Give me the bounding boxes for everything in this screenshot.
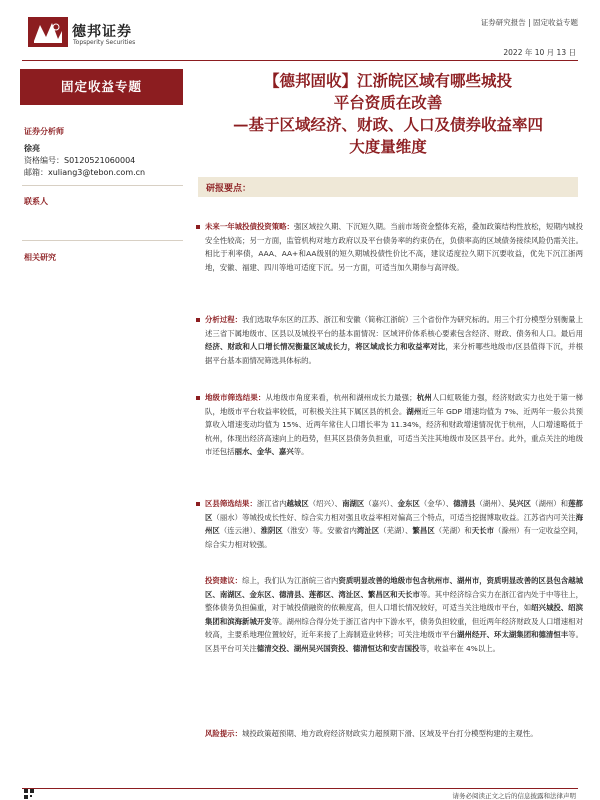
paragraph-bold: 杭州 [416, 393, 432, 402]
paragraph-text: 等，收益率在 4%以上。 [419, 643, 500, 653]
analyst-name: 徐亮 [24, 144, 40, 153]
report-date: 2022 年 10 月 13 日 [503, 48, 576, 57]
paragraph-bold: 经济、财政和人口增长情况衡量区域成长力，将区域成长力和收益率对比 [205, 342, 446, 351]
contact-heading: 联系人 [24, 197, 48, 206]
bullet-icon [196, 318, 200, 322]
paragraph-text: 我们选取华东区的江苏、浙江和安徽（简称江浙皖）三个省份作为研究标的。用三个打分模型分别衡量上述三省下属地级市、区县以及城投平台的基本面情况：区域评价体系核心要素包含经济、财政、债务和人口。最后用 [205, 315, 583, 338]
paragraph-bold: 湖州经开、环太湖集团和德清恒丰 [457, 630, 569, 639]
paragraph-text: 从地级市角度来看，杭州和湖州成长力最强； [265, 393, 417, 402]
paragraph-text: 浙江省内 [256, 499, 287, 508]
paragraph-text: （淮安）等。安徽省内 [282, 526, 357, 535]
bullet-icon [196, 502, 200, 506]
paragraph-text: 等。区县平台可关注 [205, 630, 583, 653]
paragraph-bold: 资质明显改善的地级市包含杭州市、湖州市，资质明显改善的区县包含越城区、南湖区、金东区、德清县、莲都区、湾沚区、繁昌区和天长市 [205, 576, 583, 599]
paragraph-bold: 越城区 [286, 499, 309, 508]
paragraph-bold: 丽水、金华、嘉兴 [234, 447, 294, 456]
summary-paragraph-process [196, 313, 583, 367]
company-name-cn: 德邦证券 [72, 24, 132, 40]
paragraph-text: ，来分析哪些地级市/区县值得下沉，并根据平台基本面情况筛选具体标的。 [205, 342, 583, 365]
paragraph-lead: 风险提示： [205, 729, 242, 738]
paragraph-bold: 德清交投、湖州吴兴国资投、德清恒达和安吉国投 [256, 643, 420, 653]
sidebar-category-band: 固定收益专题 [20, 69, 183, 105]
paragraph-lead: 投资建议： [205, 576, 243, 585]
paragraph-text: （滁州）有一定收益空间，综合实力相对较强。 [205, 526, 583, 549]
summary-paragraph-recommendation [196, 574, 583, 655]
paragraph-text: 等。其中经济综合实力在浙江省内处于中等往上，整体债务负担偏重，对于城投债融资的依赖度高，但人口增长情况较好，可适当关注地级市平台，如 [205, 589, 583, 612]
paragraph-text: （绍兴）、 [308, 499, 343, 508]
paragraph-text: 城投政策超预期、地方政府经济财政实力超预期下滑、区域及平台打分模型构建的主观性。 [241, 729, 538, 738]
report-title [198, 70, 578, 158]
paragraph-text: 强区域拉久期、下沉短久期。当前市场资金整体充裕，叠加政策结构性放松，短期内城投安全性较高；另一方面，监管机构对地方政府以及平台债务率的约束仍在，负债率高的区域债务接续风险仍需关注。相比于利率债，AAA、AA+和AA级别的短久期城投债性价比不高，建议适度拉久期下沉要收益，优先下沉江浙两地，安徽、福建、四川等地可适度下沉。另一方面，可适当加久期参与高评级。 [205, 222, 583, 272]
paragraph-text: 近三年 GDP 增速均值为 7%、近两年一般公共预算收入增速变动均值为 15%、近两年常住人口增长率为 11.34%，经济和财政增速情况优于杭州，人口增速略低于杭州，体现出经济高速向上的趋势，但其区县债务负担重，可适当关注其地级市及区县平台。此外，重点关注的地级市还包括 [205, 406, 583, 456]
paragraph-lead: 分析过程： [205, 315, 243, 324]
summary-paragraph-counties [196, 497, 583, 551]
report-type: 证券研究报告 | 固定收益专题 [480, 18, 578, 27]
paragraph-bold: 天长市 [471, 526, 495, 535]
footer-divider [22, 788, 578, 789]
paragraph-bold: 金东区 [397, 499, 420, 508]
paragraph-text: （芜湖）、 [379, 526, 413, 535]
title-line: —基于区域经济、财政、人口及债券收益率四 [232, 115, 543, 134]
paragraph-lead: 地级市筛选结果： [205, 393, 266, 402]
sidebar-divider [22, 185, 183, 186]
title-line: 大度量维度 [349, 137, 427, 156]
company-name-en: Topsperity Securities [73, 39, 136, 46]
summary-heading: 研报要点： [206, 184, 252, 194]
paragraph-text: （湖州）和 [531, 499, 569, 508]
paragraph-text: （芜湖）和 [434, 526, 472, 535]
title-line: 【德邦固收】江浙皖区域有哪些城投 [263, 71, 512, 90]
title-line: 平台资质在改善 [333, 93, 443, 112]
paragraph-bold: 南湖区 [342, 499, 365, 508]
paragraph-bold: 湾沚区 [356, 526, 380, 535]
paragraph-bold: 湖州 [406, 406, 422, 416]
paragraph-bold: 淮阴区 [260, 526, 283, 535]
company-logo-icon [28, 17, 68, 47]
paragraph-text: 等。 [293, 447, 309, 456]
footer-disclaimer: 请务必阅读正文之后的信息披露和法律声明 [452, 792, 576, 800]
paragraph-text: （连云港）、 [219, 526, 261, 535]
paragraph-bold: 绍兴城投、绍滨集团和滨海新城开发 [205, 603, 583, 626]
analyst-license: 资格编号：S0120521060004 [24, 156, 136, 165]
analyst-email[interactable]: 邮箱：xuliang3@tebon.com.cn [24, 168, 146, 177]
paragraph-text: （金华）、 [419, 499, 454, 508]
header-divider [22, 60, 578, 61]
paragraph-lead: 区县筛选结果： [205, 499, 257, 508]
paragraph-lead: 未来一年城投债投资策略： [205, 222, 294, 231]
summary-paragraph-risk [196, 727, 583, 741]
bullet-icon [196, 396, 200, 400]
paragraph-text: （丽水）等城投成长性好、综合实力相对强且收益率相对偏高三个特点，可适当挖掘博取收益。江苏省内可关注 [212, 512, 576, 522]
paragraph-bold: 莲都区 [205, 499, 583, 522]
sidebar-divider [22, 240, 183, 241]
paragraph-text: 等。湖州综合得分处于浙江省内中下游水平，债务负担较重，但近两年经济财政及人口增速相对较高，主要系地理位置较好，近年来接了上海制造业转移；可关注地级市平台 [205, 616, 583, 639]
paragraph-bold: 海州区 [205, 512, 583, 535]
paragraph-bold: 繁昌区 [412, 526, 435, 535]
page-header [0, 0, 600, 60]
paragraph-text: 综上，我们认为江浙皖三省内 [242, 576, 339, 585]
related-research-heading: 相关研究 [24, 253, 56, 262]
paragraph-text: 人口虹吸能力强，经济财政实力也处于第一梯队，地级市平台收益率较低，可积极关注其下属区县的机会。 [205, 393, 583, 416]
summary-heading-band [198, 177, 578, 197]
paragraph-bold: 吴兴区 [508, 499, 532, 508]
analyst-heading: 证券分析师 [24, 127, 64, 136]
paragraph-text: （嘉兴）、 [364, 499, 398, 508]
qr-code-icon [24, 789, 34, 799]
summary-paragraph-cities [196, 391, 583, 459]
paragraph-text: （湖州）、 [475, 499, 509, 508]
summary-paragraph-strategy [196, 220, 583, 274]
paragraph-bold: 德清县 [453, 499, 476, 508]
bullet-icon [196, 225, 200, 229]
